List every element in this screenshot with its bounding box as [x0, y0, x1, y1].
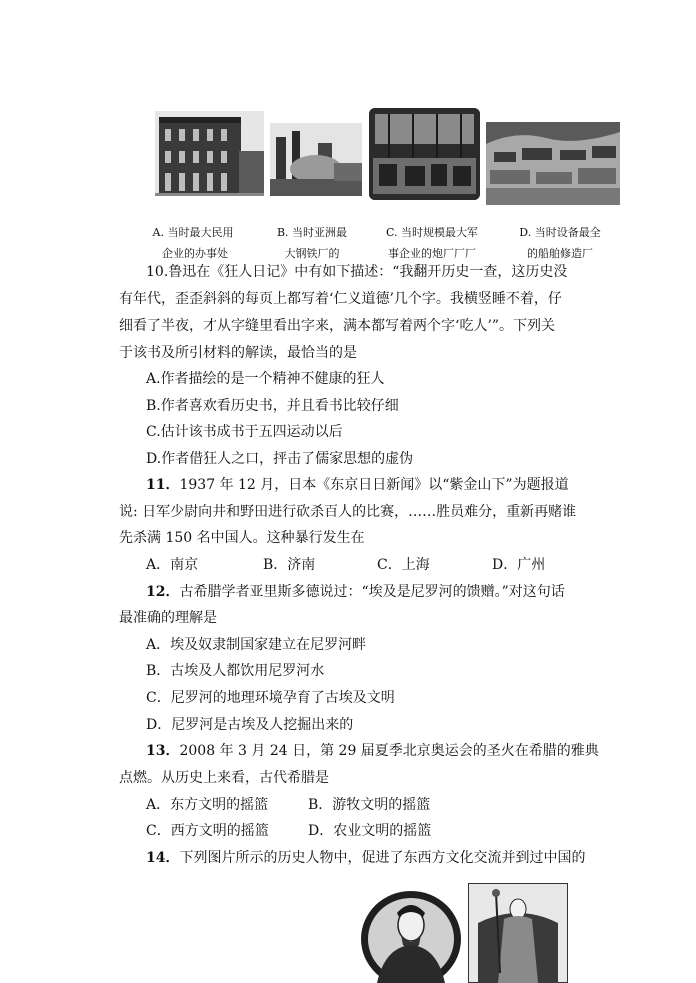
q10-option-b: B.作者喜欢看历史书，并且看书比较仔细 [146, 398, 399, 414]
q11-text: 1937 年 12 月，日本《东京日日新闻》以“紫金山下”为题报道 [179, 477, 569, 493]
q14-text: 下列图片所示的历史人物中，促进了东西方文化交流并到过中国的 [179, 850, 586, 866]
q10-line-4: 于该书及所引材料的解读，最恰当的是 [119, 345, 357, 361]
q14-line-1 [146, 848, 585, 868]
q13-text: 2008 年 3 月 24 日，第 29 届夏季北京奥运会的圣火在希腊的雅典 [179, 743, 599, 759]
q13-number: 13． [146, 743, 180, 759]
q14-number: 14． [146, 850, 180, 866]
q11-line-1 [146, 475, 569, 495]
q11-option-d: D．广州 [492, 557, 546, 573]
q13-option-b: B．游牧文明的摇篮 [308, 797, 431, 813]
caption-line-1: A. 当时最大民用 [152, 226, 234, 239]
q11-number: 11． [146, 477, 180, 493]
q11-option-a: A．南京 [146, 557, 199, 573]
caption-line-1: D. 当时设备最全 [519, 226, 601, 239]
photo-a-caption [138, 222, 248, 264]
q12-option-a: A．埃及奴隶制国家建立在尼罗河畔 [146, 637, 367, 653]
q11-line-3: 先杀满 150 名中国人。这种暴行发生在 [119, 530, 365, 546]
q13-line-2: 点燃。从历史上来看，古代希腊是 [119, 770, 329, 786]
q13-option-a: A．东方文明的摇篮 [146, 797, 269, 813]
q12-line-2: 最准确的理解是 [119, 610, 217, 626]
marco-polo-portrait [359, 883, 463, 983]
napoleon-portrait [468, 883, 568, 983]
q10-line-3: 细看了半夜，才从字缝里看出字来，满本都写着两个字‘吃人’”。下列关 [119, 318, 556, 334]
q12-option-b: B．古埃及人都饮用尼罗河水 [146, 663, 325, 679]
q10-option-d: D.作者借狂人之口，抨击了儒家思想的虚伪 [146, 451, 414, 467]
q11-option-c: C．上海 [377, 557, 430, 573]
q13-option-d: D．农业文明的摇篮 [308, 823, 432, 839]
q12-line-1 [146, 582, 565, 602]
q12-number: 12． [146, 584, 180, 600]
building-photo [155, 111, 264, 196]
caption-line-2: 大钢铁厂的 [284, 247, 340, 260]
shipyard-photo [486, 122, 620, 205]
q10-line-2: 有年代，歪歪斜斜的每页上都写着‘仁义道德’几个字。我横竖睡不着，仔 [119, 291, 562, 307]
q12-option-d: D．尼罗河是古埃及人挖掘出来的 [146, 717, 354, 733]
caption-line-1: C. 当时规模最大军 [385, 226, 479, 239]
caption-line-2: 的船舶修造厂 [527, 247, 593, 260]
q13-option-c: C．西方文明的摇篮 [146, 823, 269, 839]
q10-option-a: A.作者描绘的是一个精神不健康的狂人 [146, 371, 385, 387]
q11-line-2: 说: 日军少尉向井和野田进行砍杀百人的比赛，……胜员难分，重新再赌谁 [119, 504, 577, 520]
q12-option-c: C．尼罗河的地理环境孕育了古埃及文明 [146, 690, 395, 706]
photo-d-caption [505, 222, 615, 264]
photo-b-caption [262, 222, 362, 264]
factory-photo [369, 108, 480, 200]
photo-c-caption [373, 222, 491, 264]
q13-line-1 [146, 741, 599, 761]
caption-line-1: B. 当时亚洲最 [276, 226, 348, 239]
q10-line-1: 10.鲁迅在《狂人日记》中有如下描述：“我翻开历史一查，这历史没 [146, 264, 568, 280]
q10-option-c: C.估计该书成书于五四运动以后 [146, 424, 343, 440]
q12-text: 古希腊学者亚里斯多德说过：“埃及是尼罗河的馈赠。”对这句话 [179, 584, 565, 600]
caption-line-2: 事企业的炮厂厂厂 [388, 247, 476, 260]
steelworks-photo [270, 123, 362, 196]
caption-line-2: 企业的办事处 [162, 247, 228, 260]
q11-option-b: B．济南 [263, 557, 316, 573]
